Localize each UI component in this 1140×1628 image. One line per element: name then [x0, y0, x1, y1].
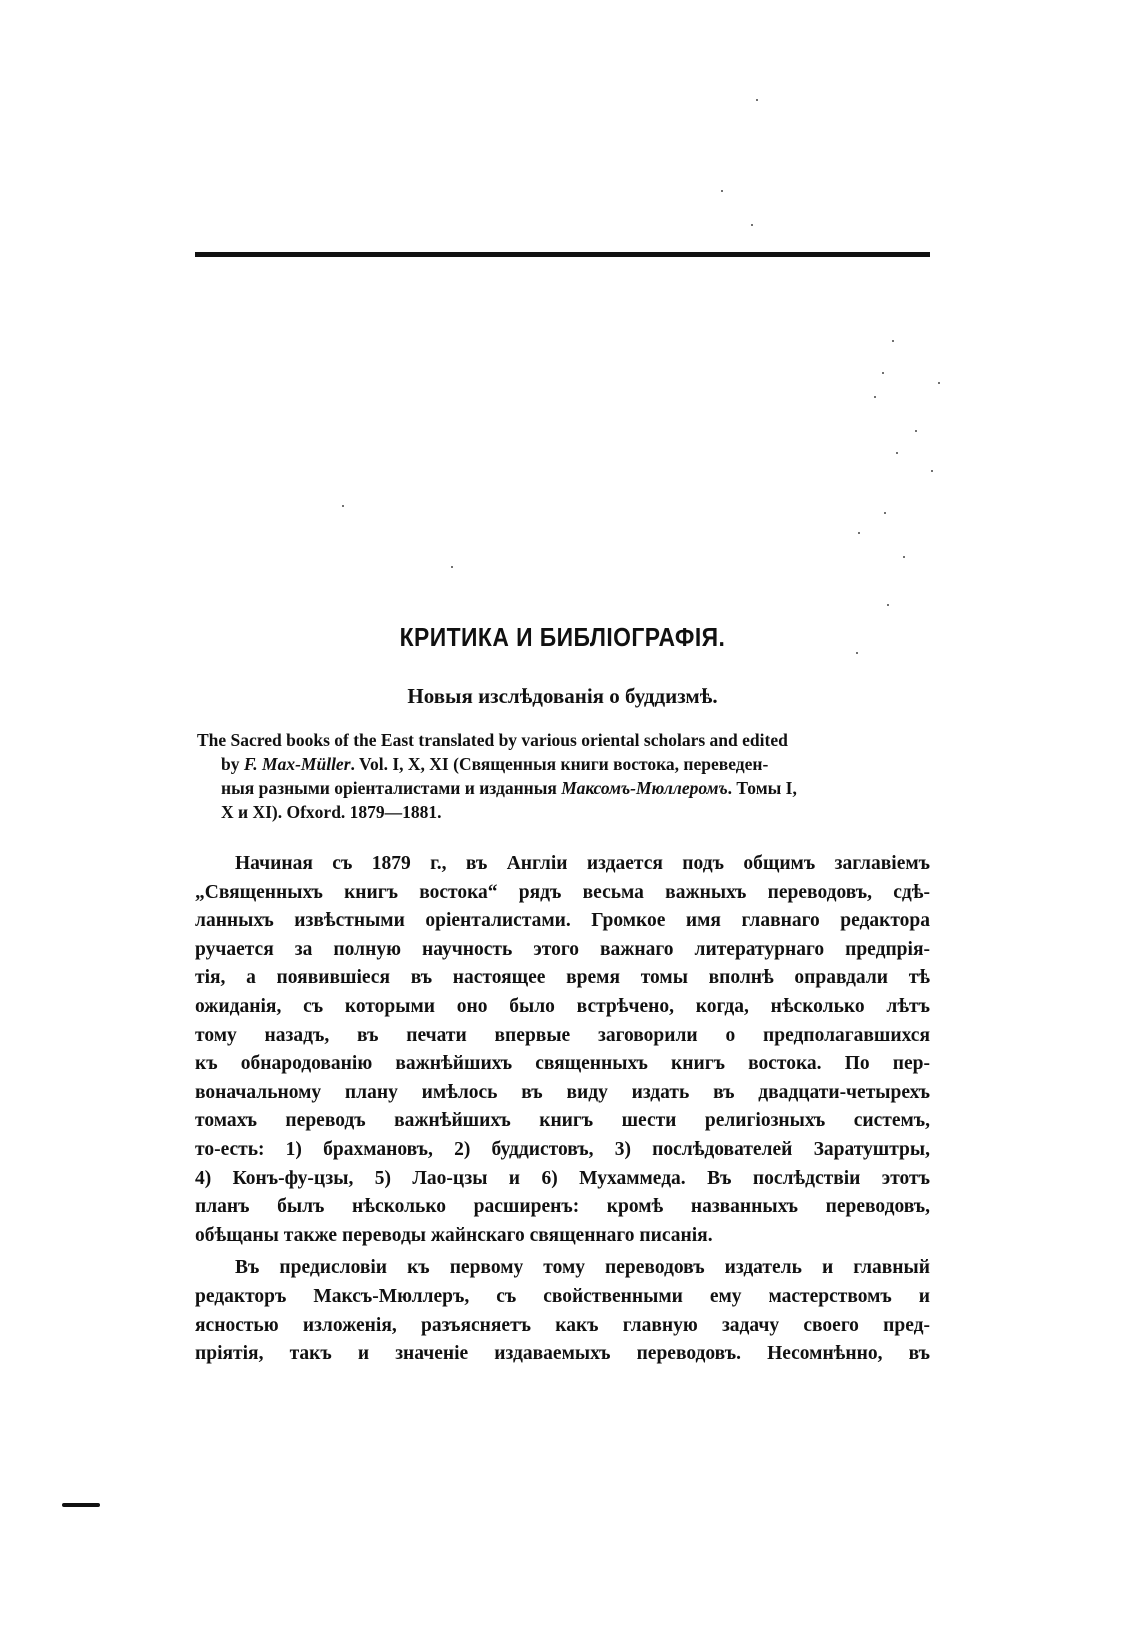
- header-rule: [195, 252, 930, 257]
- scan-speck: [938, 382, 940, 384]
- editor-name: F. Max-Müller: [243, 754, 351, 774]
- text-line: къ обнародованію важнѣйшихъ священныхъ книгъ востока. По пер-: [195, 1053, 930, 1075]
- scan-speck: [721, 190, 723, 192]
- citation-line: ныя разными оріенталистами и изданныя Максомъ-Мюллеромъ. Томы I,: [221, 778, 797, 798]
- text-line: тія, а появившіеся въ настоящее время томы вполнѣ оправдали тѣ: [195, 967, 930, 989]
- margin-mark: [62, 1503, 100, 1507]
- bibliographic-citation: [197, 728, 930, 824]
- scan-speck: [751, 224, 753, 226]
- scan-speck: [451, 566, 453, 568]
- paragraph: [195, 850, 930, 1250]
- citation-line: by F. Max-Müller. Vol. I, X, XI (Священныя книги востока, переведен-: [221, 754, 769, 774]
- text-line: „Священныхъ книгъ востока“ рядъ весьма важныхъ переводовъ, сдѣ-: [195, 881, 930, 903]
- scan-speck: [882, 372, 884, 374]
- scan-speck: [756, 99, 758, 101]
- text-line: ясностью изложенія, разъясняетъ какъ главную задачу своего пред-: [195, 1314, 930, 1336]
- article-title: Новыя изслѣдованія о буддизмѣ.: [407, 684, 718, 708]
- text-line: пріятія, такъ и значеніе издаваемыхъ переводовъ. Несомнѣнно, въ: [195, 1343, 930, 1365]
- scan-speck: [931, 470, 933, 472]
- scan-speck: [874, 396, 876, 398]
- text-line: воначальному плану имѣлось въ виду издать въ двадцати-четырехъ: [195, 1081, 930, 1103]
- article-body: [195, 850, 930, 1369]
- text-line: обѣщаны также переводы жайнскаго священнаго писанія.: [195, 1224, 713, 1246]
- scan-speck: [892, 340, 894, 342]
- scan-speck: [887, 604, 889, 606]
- text-line: ручается за полную научность этого важнаго литературнаго предпрія-: [195, 938, 930, 960]
- text-line: тому назадъ, въ печати впервые заговорили о предполагавшихся: [195, 1024, 930, 1046]
- text-line: томахъ переводъ важнѣйшихъ книгъ шести религіозныхъ системъ,: [195, 1110, 930, 1132]
- section-title: КРИТИКА И БИБЛІОГРАФІЯ.: [399, 622, 726, 652]
- text-line: ланныхъ извѣстными оріенталистами. Громкое имя главнаго редактора: [195, 910, 930, 932]
- scan-speck: [896, 452, 898, 454]
- text-line: Начиная съ 1879 г., въ Англіи издается подъ общимъ заглавіемъ: [235, 853, 930, 874]
- scan-speck: [884, 512, 886, 514]
- citation-line: The Sacred books of the East translated by various oriental scholars and edited: [197, 730, 788, 750]
- scan-speck: [903, 556, 905, 558]
- text-line: 4) Конъ-фу-цзы, 5) Лао-цзы и 6) Мухаммеда. Въ послѣдствіи этотъ: [195, 1167, 930, 1189]
- paragraph: [195, 1254, 930, 1368]
- text-line: Въ предисловіи къ первому тому переводовъ издатель и главный: [235, 1257, 930, 1279]
- text-line: то-есть: 1) брахмановъ, 2) буддистовъ, 3) послѣдователей Заратуштры,: [195, 1138, 930, 1160]
- editor-name: Максомъ-Мюллеромъ: [561, 778, 728, 798]
- citation-line: X и XI). Ofxord. 1879—1881.: [221, 802, 442, 822]
- scan-speck: [915, 430, 917, 432]
- text-line: планъ былъ нѣсколько расширенъ: кромѣ названныхъ переводовъ,: [195, 1196, 930, 1218]
- text-line: редакторъ Максъ-Мюллеръ, съ свойственными ему мастерствомъ и: [195, 1285, 930, 1307]
- scan-speck: [858, 532, 860, 534]
- text-line: ожиданія, съ которыми оно было встрѣчено, когда, нѣсколько лѣтъ: [195, 995, 930, 1017]
- scan-speck: [342, 505, 344, 507]
